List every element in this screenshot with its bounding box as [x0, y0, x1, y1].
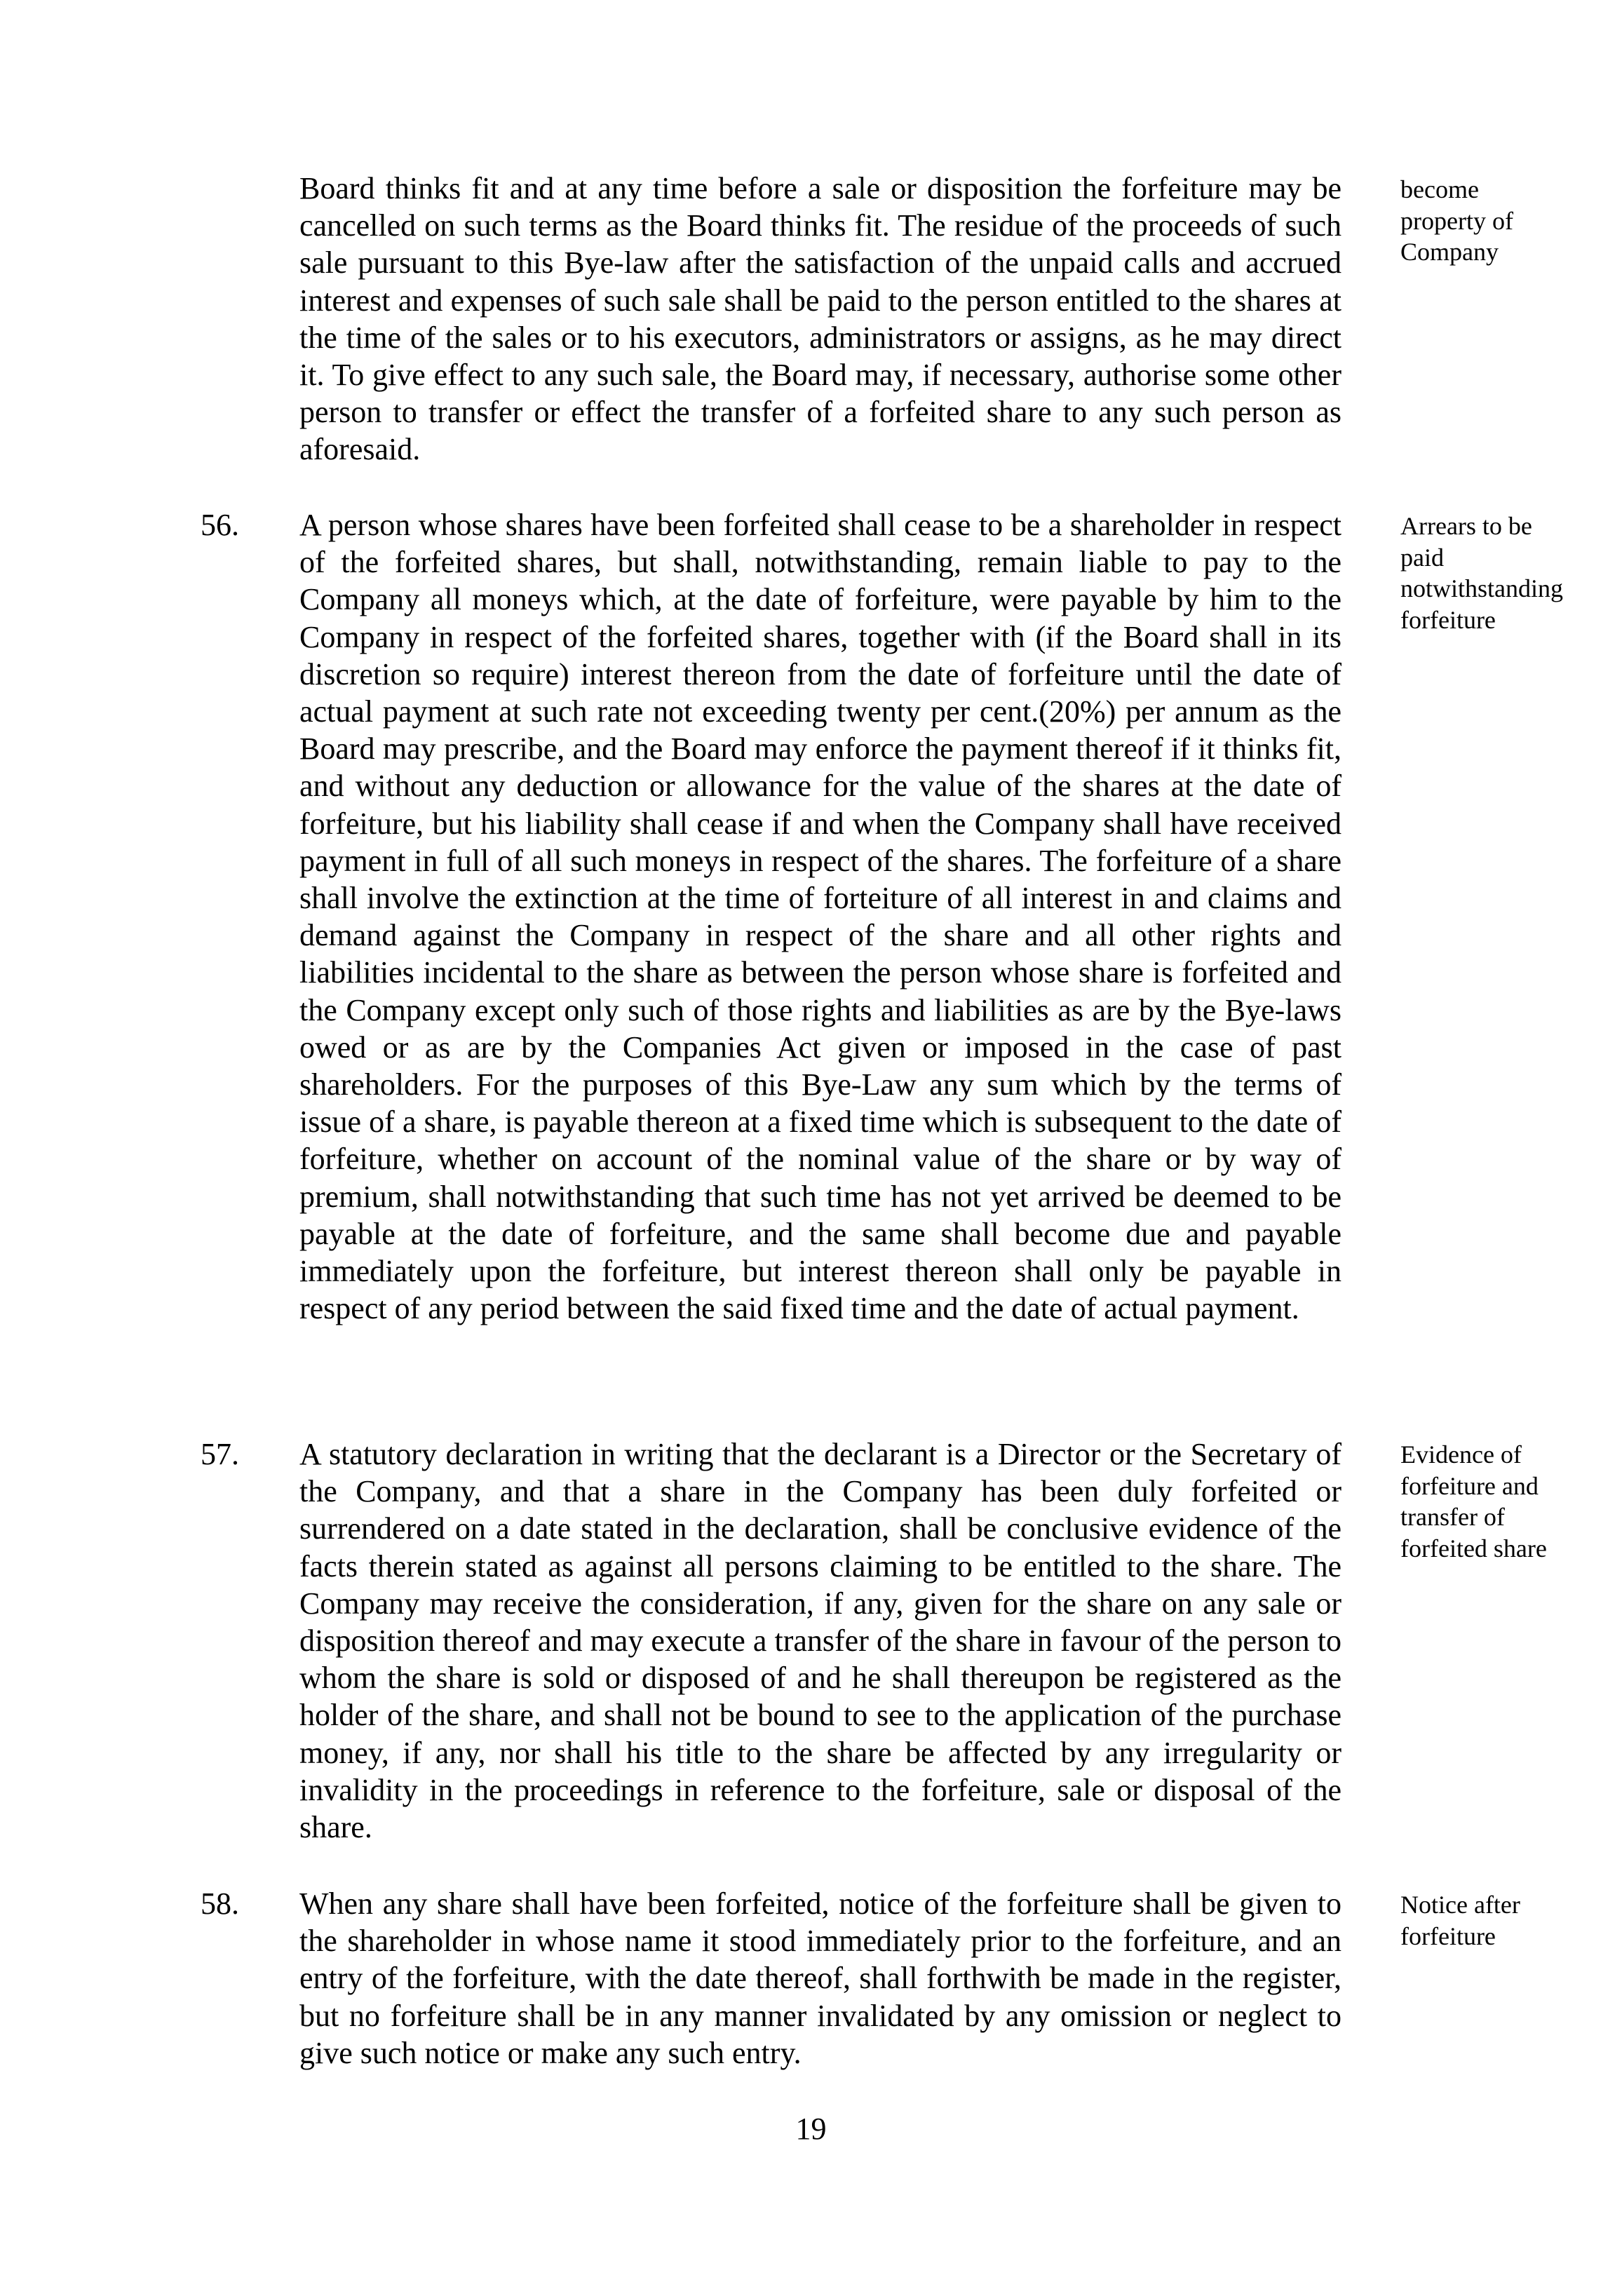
- section-number: 57.: [201, 1437, 239, 1471]
- margin-note: Notice after forfeiture: [1400, 1891, 1520, 1950]
- section-text: A person whose shares have been forfeited shall cease to be a shareholder in respect of the forfeited shares, but shall, notwithstanding, remain liable to pay to the Company all moneys which, at the date of forfeiture, were payable by him to the Company in respect of the forfeited shares, together with (if the Board shall in its discretion so require) interest thereon from the date of forfeiture until the date of actual payment at such rate not exceeding twenty per cent.(20%) per annum as the Board may prescribe, and the Board may enforce the payment thereof if it thinks fit, and without any deduction or allowance for the value of the shares at the date of forfeiture, but his liability shall cease if and when the Company shall have received payment in full of all such moneys in respect of the shares. The forfeiture of a share shall involve the extinction at the time of forteiture of all interest in and claims and demand against the Company in respect of the share and all other rights and liabilities incidental to the share as between the person whose share is forfeited and the Company except only such of those rights and liabilities as are by the Bye-laws owed or as are by the Companies Act given or imposed in the case of past shareholders. For the purposes of this Bye-Law any sum which by the terms of issue of a share, is payable thereon at a fixed time which is subsequent to the date of forfeiture, whether on account of the nominal value of the share or by way of premium, shall notwithstanding that such time has not yet arrived be deemed to be payable at the date of forfeiture, and the same shall become due and payable immediately upon the forfeiture, but interest thereon shall only be payable in respect of any period between the said fixed time and the date of actual payment.: [299, 508, 1341, 1326]
- section-text: When any share shall have been forfeited, notice of the forfeiture shall be given to the shareholder in whose name it stood immediately prior to the forfeiture, and an entry of the forfeiture, with the date thereof, shall forthwith be made in the register, but no forfeiture shall be in any manner invalidated by any omission or neglect to give such notice or make any such entry.: [299, 1886, 1341, 2070]
- margin-note: become property of Company: [1400, 175, 1513, 266]
- page-number: 19: [795, 2112, 827, 2146]
- margin-note: Evidence of forfeiture and transfer of forfeited share: [1400, 1440, 1547, 1562]
- section-text: Board thinks fit and at any time before a sale or disposition the forfeiture may be cancelled on such terms as the Board thinks fit. The residue of the proceeds of such sale pursuant to this Bye-law after the satisfaction of the unpaid calls and accrued interest and expenses of such sale shall be paid to the person entitled to the shares at the time of the sales or to his executors, administrators or assigns, as he may direct it. To give effect to any such sale, the Board may, if necessary, authorise some other person to transfer or effect the transfer of a forfeited share to any such person as aforesaid.: [299, 171, 1341, 467]
- section-number: 56.: [201, 508, 239, 542]
- section-number: 58.: [201, 1886, 239, 1921]
- margin-note: Arrears to be paid notwithstanding forfeiture: [1400, 512, 1563, 634]
- section-text: A statutory declaration in writing that the declarant is a Director or the Secretary of the Company, and that a share in the Company has been duly forfeited or surrendered on a date stated in the declaration, shall be conclusive evidence of the facts therein stated as against all persons claiming to be entitled to the share. The Company may receive the consideration, if any, given for the share on any sale or disposition thereof and may execute a transfer of the share in favour of the person to whom the share is sold or disposed of and he shall thereupon be registered as the holder of the share, and shall not be bound to see to the application of the purchase money, if any, nor shall his title to the share be affected by any irregularity or invalidity in the proceedings in reference to the forfeiture, sale or disposal of the share.: [299, 1437, 1341, 1845]
